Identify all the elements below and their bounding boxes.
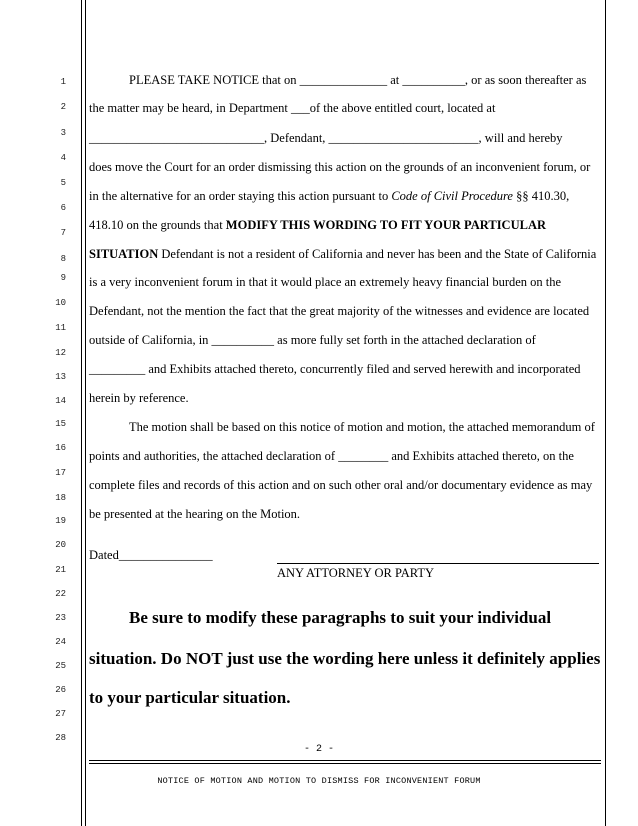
line-number: 19 (55, 516, 66, 526)
left-margin-rule (81, 0, 82, 826)
line-number: 22 (55, 589, 66, 599)
body-text-segment: in the alternative for an order staying this action pursuant to (89, 189, 392, 203)
line-number: 10 (55, 298, 66, 308)
dated-line: Dated_______________ (89, 548, 213, 562)
signature-line (277, 563, 599, 564)
footer-title: NOTICE OF MOTION AND MOTION TO DISMISS FOR INCONVENIENT FORUM (157, 776, 481, 786)
body-line (89, 218, 601, 232)
body-line (89, 247, 601, 261)
signature-label: ANY ATTORNEY OR PARTY (277, 566, 435, 580)
footer-rule (89, 763, 601, 764)
line-number: 13 (55, 372, 66, 382)
statute-citation: Code of Civil Procedure (391, 189, 513, 203)
right-margin-rule (605, 0, 606, 826)
line-number: 28 (55, 733, 66, 743)
body-line: Defendant, not the mention the fact that the great majority of the witnesses and evidence are located (89, 304, 590, 318)
left-margin-rule-inner (85, 0, 86, 826)
line-number: 3 (60, 128, 66, 138)
body-line: is a very inconvenient forum in that it would place an extremely heavy financial burden on the (89, 275, 562, 289)
line-number: 2 (60, 102, 66, 112)
note-line: Be sure to modify these paragraphs to suit your individual (129, 608, 552, 627)
line-number: 9 (60, 273, 66, 283)
body-line: The motion shall be based on this notice of motion and motion, the attached memorandum of (129, 420, 595, 434)
line-number: 7 (60, 228, 66, 238)
body-line: ____________________________, Defendant, ________________________, will and hereby (89, 131, 563, 145)
line-number: 12 (55, 348, 66, 358)
line-number: 21 (55, 565, 66, 575)
page-number: - 2 - (303, 744, 334, 755)
line-number: 18 (55, 493, 66, 503)
body-text-segment: §§ 410.30, (512, 189, 570, 203)
line-number: 4 (60, 153, 66, 163)
line-number: 14 (55, 396, 66, 406)
line-number: 20 (55, 540, 66, 550)
modify-instruction: SITUATION (89, 247, 159, 261)
body-text-segment: 418.10 on the grounds that (89, 218, 226, 232)
body-line: be presented at the hearing on the Motion. (89, 507, 301, 521)
line-number: 1 (60, 77, 66, 87)
line-number: 17 (55, 468, 66, 478)
body-line: outside of California, in __________ as more fully set forth in the attached declaration of (89, 333, 536, 347)
modify-instruction: MODIFY THIS WORDING TO FIT YOUR PARTICULAR (225, 218, 547, 232)
line-number: 6 (60, 203, 66, 213)
note-line: to your particular situation. (89, 688, 291, 707)
body-line (89, 189, 601, 203)
line-number: 23 (55, 613, 66, 623)
body-line: _________ and Exhibits attached thereto, concurrently filed and served herewith and incorporated (89, 362, 581, 376)
body-line: herein by reference. (89, 391, 189, 405)
line-number: 24 (55, 637, 66, 647)
line-number: 26 (55, 685, 66, 695)
body-line: PLEASE TAKE NOTICE that on ______________ at __________, or as soon thereafter as (129, 73, 587, 87)
body-line: does move the Court for an order dismissing this action on the grounds of an inconvenient forum, or (89, 160, 591, 174)
line-number: 11 (55, 323, 66, 333)
body-line: complete files and records of this action and on such other oral and/or documentary evidence as may (89, 478, 593, 492)
footer-rule (89, 760, 601, 761)
line-number: 27 (55, 709, 66, 719)
line-number: 15 (55, 419, 66, 429)
line-number: 16 (55, 443, 66, 453)
body-text-segment: Defendant is not a resident of California and never has been and the State of California (158, 247, 597, 261)
body-line: the matter may be heard, in Department ___of the above entitled court, located at (89, 101, 496, 115)
body-line: points and authorities, the attached declaration of ________ and Exhibits attached thereto, on the (89, 449, 574, 463)
line-number: 5 (60, 178, 66, 188)
line-number: 25 (55, 661, 66, 671)
line-number: 8 (60, 254, 66, 264)
note-line: situation. Do NOT just use the wording here unless it definitely applies (89, 649, 601, 668)
